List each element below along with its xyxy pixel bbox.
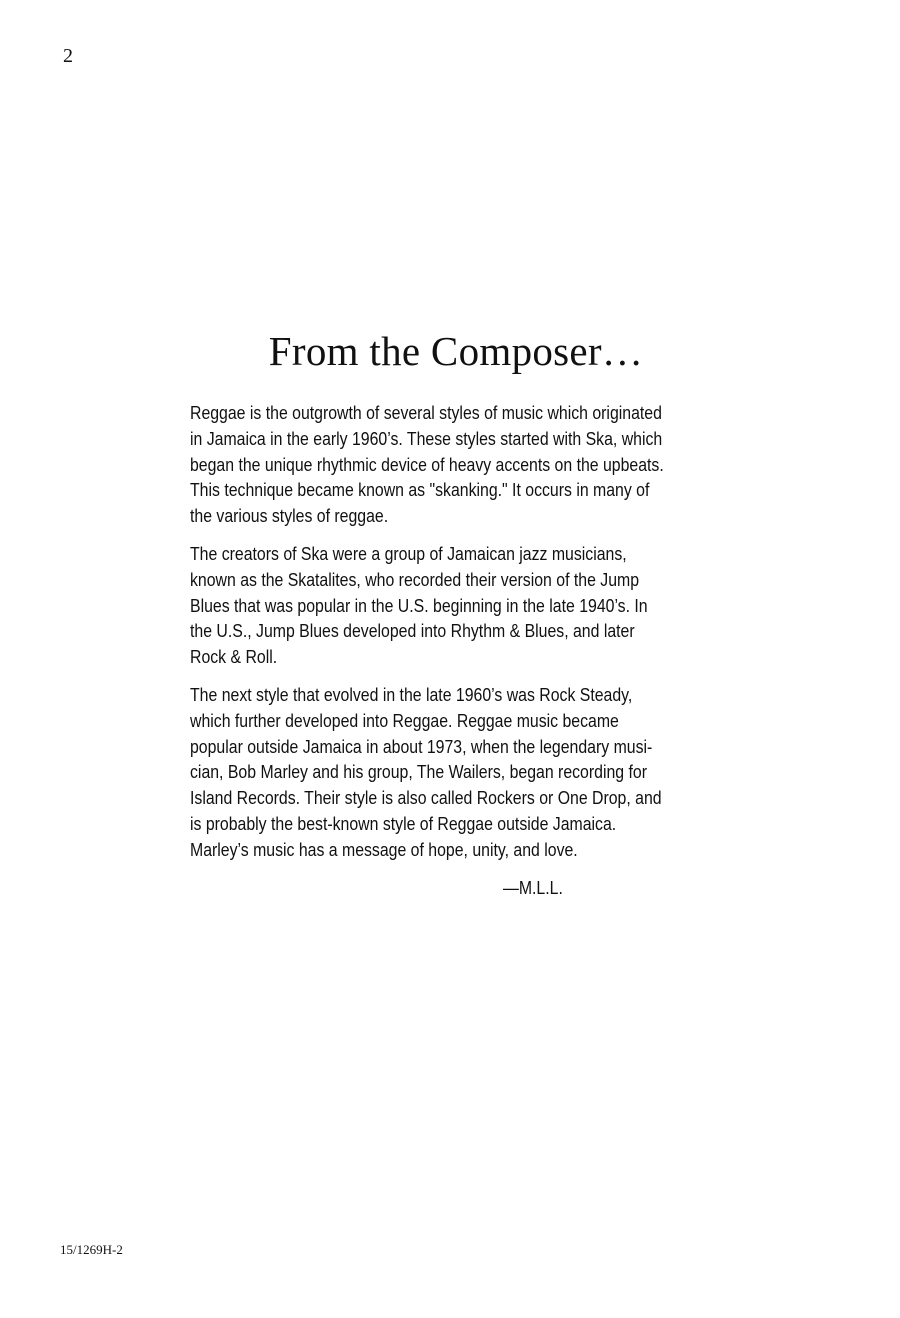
paragraph <box>190 542 665 671</box>
text-line: in Jamaica in the early 1960’s. These styles started with Ska, which <box>190 428 663 449</box>
text-line: The next style that evolved in the late 1960’s was Rock Steady, <box>190 684 633 705</box>
text-line: The creators of Ska were a group of Jamaican jazz musicians, <box>190 543 627 564</box>
author-signature: —M.L.L. <box>503 878 563 898</box>
text-line: cian, Bob Marley and his group, The Wailers, began recording for <box>190 762 647 783</box>
text-line: popular outside Jamaica in about 1973, when the legendary musi- <box>190 736 653 757</box>
article-body <box>190 401 665 876</box>
text-line: Island Records. Their style is also called Rockers or One Drop, and <box>190 788 662 809</box>
text-line: began the unique rhythmic device of heavy accents on the upbeats. <box>190 454 664 475</box>
text-line: Reggae is the outgrowth of several styles of music which originated <box>190 403 662 423</box>
text-line: the U.S., Jump Blues developed into Rhythm & Blues, and later <box>190 621 635 642</box>
catalog-code: 15/1269H-2 <box>60 1242 123 1257</box>
text-line: known as the Skatalites, who recorded their version of the Jump <box>190 569 640 590</box>
page-title: From the Composer… <box>268 328 644 374</box>
paragraph <box>190 683 665 864</box>
text-line: Blues that was popular in the U.S. beginning in the late 1940’s. In <box>190 595 648 616</box>
text-line: is probably the best-known style of Reggae outside Jamaica. <box>190 813 617 834</box>
page-number: 2 <box>63 45 73 67</box>
paragraph <box>190 401 665 530</box>
text-line: the various styles of reggae. <box>190 506 389 527</box>
text-line: which further developed into Reggae. Reggae music became <box>190 710 619 731</box>
text-line: Marley’s music has a message of hope, unity, and love. <box>190 839 578 860</box>
text-line: This technique became known as "skanking." It occurs in many of <box>190 480 650 501</box>
text-line: Rock & Roll. <box>190 647 278 668</box>
